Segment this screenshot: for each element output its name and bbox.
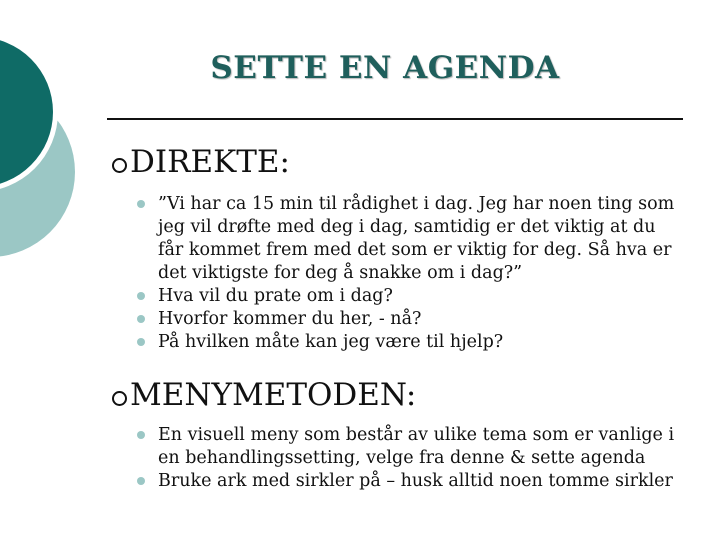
bullet-dot-icon xyxy=(137,477,145,485)
title-divider xyxy=(107,118,683,120)
section-heading-text: MENYMETODEN: xyxy=(130,377,417,413)
bullet-dot-icon xyxy=(137,431,145,439)
list-item: Hva vil du prate om i dag? xyxy=(137,285,682,308)
decorative-circles xyxy=(0,0,110,300)
bullet-dot-icon xyxy=(137,338,145,346)
menymetoden-bullet-list xyxy=(137,424,682,493)
hollow-circle-bullet-icon xyxy=(112,391,127,406)
section-heading-text: DIREKTE: xyxy=(130,144,290,180)
direkte-bullet-list xyxy=(137,193,682,354)
slide-title: SETTE EN AGENDA xyxy=(210,50,560,86)
section-heading-direkte xyxy=(112,144,290,180)
bullet-dot-icon xyxy=(137,200,145,208)
list-item: ”Vi har ca 15 min til rådighet i dag. Jeg har noen ting som jeg vil drøfte med deg i dag, samtidig er det viktig at du får kommet frem med det som er viktig for deg. Så hva er det viktigste for deg å snakke om i dag?” xyxy=(137,193,682,285)
list-item: Hvorfor kommer du her, - nå? xyxy=(137,308,682,331)
bullet-dot-icon xyxy=(137,292,145,300)
list-item: Bruke ark med sirkler på – husk alltid noen tomme sirkler xyxy=(137,470,682,493)
list-item: På hvilken måte kan jeg være til hjelp? xyxy=(137,331,682,354)
hollow-circle-bullet-icon xyxy=(112,158,127,173)
section-heading-menymetoden xyxy=(112,377,416,413)
list-item: En visuell meny som består av ulike tema som er vanlige i en behandlingssetting, velge fra denne & sette agenda xyxy=(137,424,682,470)
bullet-dot-icon xyxy=(137,315,145,323)
